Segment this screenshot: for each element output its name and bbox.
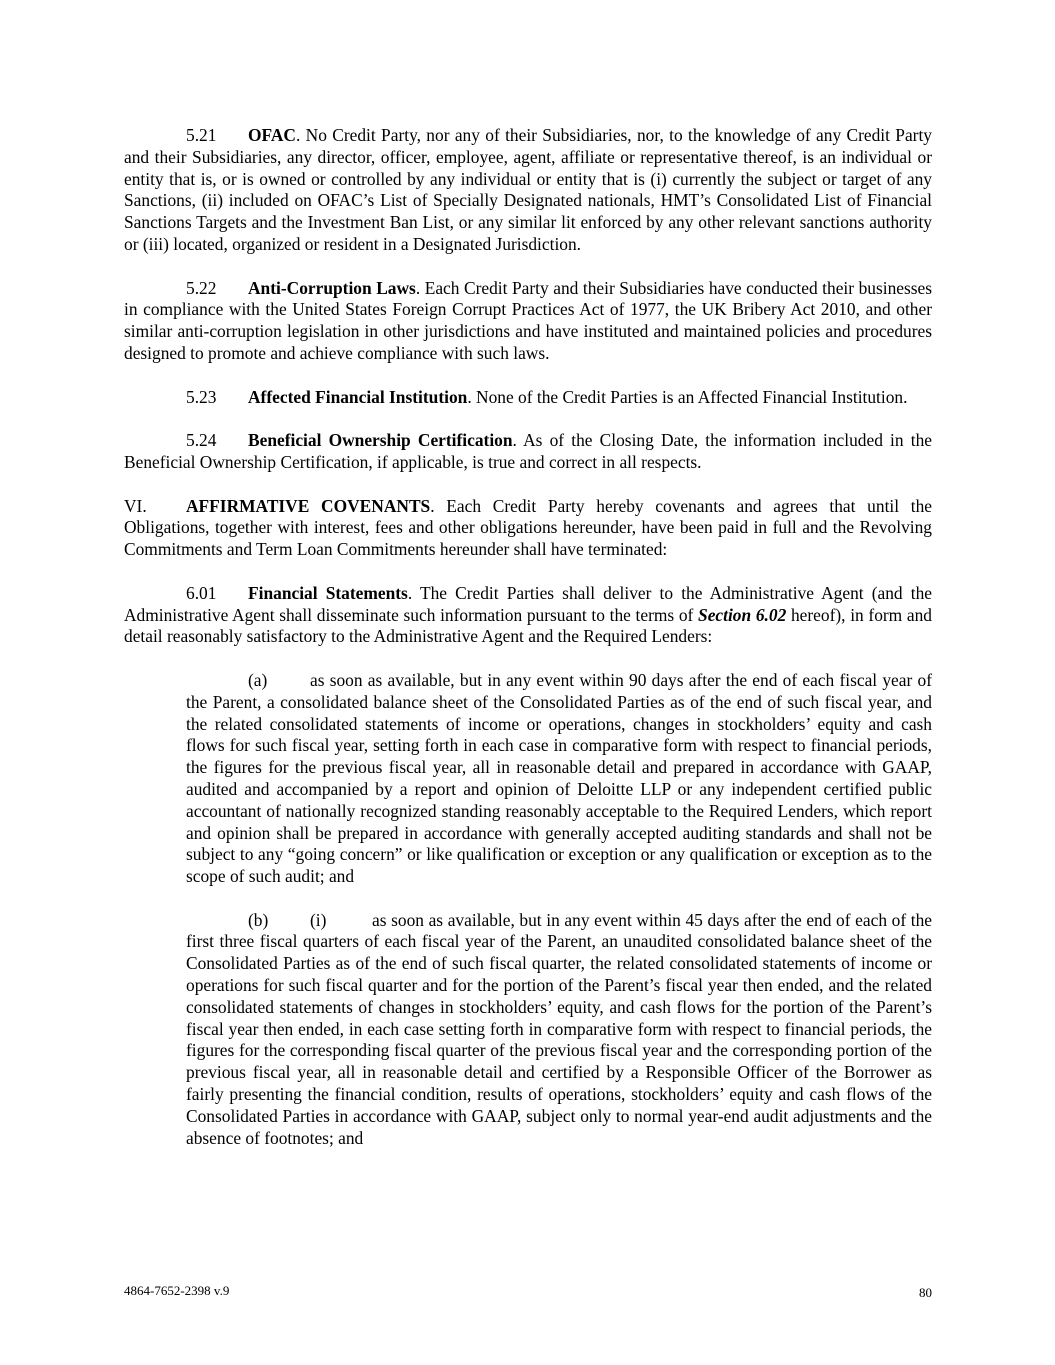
section-5-23: [124, 387, 932, 409]
section-5-24: [124, 430, 932, 474]
page-number: 80: [919, 1285, 932, 1300]
section-5-22: [124, 278, 932, 365]
section-heading: Financial Statements: [248, 582, 408, 603]
article-number: VI.: [124, 495, 147, 516]
section-text-b: hereof), in form and detail reasonably satisfactory to the Administrative Agent and the Required Lenders:: [124, 604, 932, 647]
article-6: [124, 496, 932, 561]
section-number: 5.21: [186, 125, 217, 145]
section-number: 5.24: [186, 430, 217, 451]
section-number: 5.23: [186, 386, 217, 407]
clause-a: [186, 670, 932, 888]
clause-label: (a): [248, 669, 268, 690]
section-heading: Affected Financial Institution: [248, 386, 468, 407]
section-number: 6.01: [186, 582, 217, 603]
clause-label: (b): [248, 909, 269, 930]
section-reference: Section 6.02: [698, 604, 787, 625]
section-text: . As of the Closing Date, the information included in the Beneficial Ownership Certification, if applicable, is true and correct in all respects.: [124, 430, 932, 472]
document-page: [124, 125, 932, 1171]
clause-b: [186, 910, 932, 1150]
section-text-a: . The Credit Parties shall deliver to the Administrative Agent (and the Administrative Agent shall disseminate such information pursuant to the terms of: [124, 582, 932, 625]
section-heading: Anti-Corruption Laws: [248, 277, 416, 298]
section-text: . Each Credit Party and their Subsidiaries have conducted their businesses in compliance with the United States Foreign Corrupt Practices Act of 1977, the UK Bribery Act 2010, and other similar anti-corruption legislation in other jurisdictions and have instituted and maintained policies and procedures designed to promote and achieve compliance with such laws.: [124, 277, 933, 363]
clause-text: as soon as available, but in any event within 45 days after the end of each of the first three fiscal quarters of each fiscal year of the Parent, an unaudited consolidated balance sheet of the Consolidated Parties as of the end of such fiscal quarter, the related consolidated statements of income or operations for such fiscal quarter and for the portion of the Parent’s fiscal year then ended, and the related consolidated statements of changes in stockholders’ equity, and cash flows for the portion of the Parent’s fiscal year then ended, in each case setting forth in comparative form with respect to financial periods, the figures for the corresponding fiscal quarter of the previous fiscal year and the corresponding portion of the previous fiscal year, all in reasonable detail and certified by a Responsible Officer of the Borrower as fairly presenting the financial condition, results of operations, stockholders’ equity and cash flows of the Consolidated Parties in accordance with GAAP, subject only to normal year-end audit adjustments and the absence of footnotes; and: [186, 909, 932, 1148]
subclause-label: (i): [310, 909, 327, 930]
section-number: 5.22: [186, 277, 217, 298]
article-text: . Each Credit Party hereby covenants and agrees that until the Obligations, together with interest, fees and other obligations hereunder, have been paid in full and the Revolving Commitments and Term Loan Commitments hereunder shall have terminated:: [124, 495, 932, 560]
clause-text: as soon as available, but in any event within 90 days after the end of each fiscal year of the Parent, a consolidated balance sheet of the Consolidated Parties as of the end of such fiscal year, and the related consolidated statements of income or operations, changes in stockholders’ equity and cash flows for such fiscal year, setting forth in each case in comparative form with respect to financial periods, the figures for the previous fiscal year, all in reasonable detail and prepared in accordance with GAAP, audited and accompanied by a report and opinion of Deloitte LLP or any independent certified public accountant of nationally recognized standing reasonably acceptable to the Required Lenders, which report and opinion shall be prepared in accordance with generally accepted auditing standards and shall not be subject to any “going concern” or like qualification or exception or any qualification or exception as to the scope of such audit; and: [186, 669, 932, 887]
section-text: . None of the Credit Parties is an Affected Financial Institution.: [467, 386, 908, 407]
section-heading: OFAC: [248, 125, 296, 145]
section-heading: Beneficial Ownership Certification: [248, 430, 513, 451]
section-text: . No Credit Party, nor any of their Subsidiaries, nor, to the knowledge of any Credit Party and their Subsidiaries, any director, officer, employee, agent, affiliate or representative thereof, is an individual or entity that is, or is owned or controlled by any individual or entity that is (i) currently the subject or target of any Sanctions, (ii) included on OFAC’s List of Specially Designated nationals, HMT’s Consolidated List of Financial Sanctions Targets and the Investment Ban List, or any similar lit enforced by any other relevant sanctions authority or (iii) located, organized or resident in a Designated Jurisdiction.: [124, 125, 932, 254]
article-heading: AFFIRMATIVE COVENANTS: [186, 495, 431, 516]
section-6-01: [124, 583, 932, 648]
section-5-21: [124, 125, 932, 256]
document-id: 4864-7652-2398 v.9: [124, 1283, 230, 1298]
